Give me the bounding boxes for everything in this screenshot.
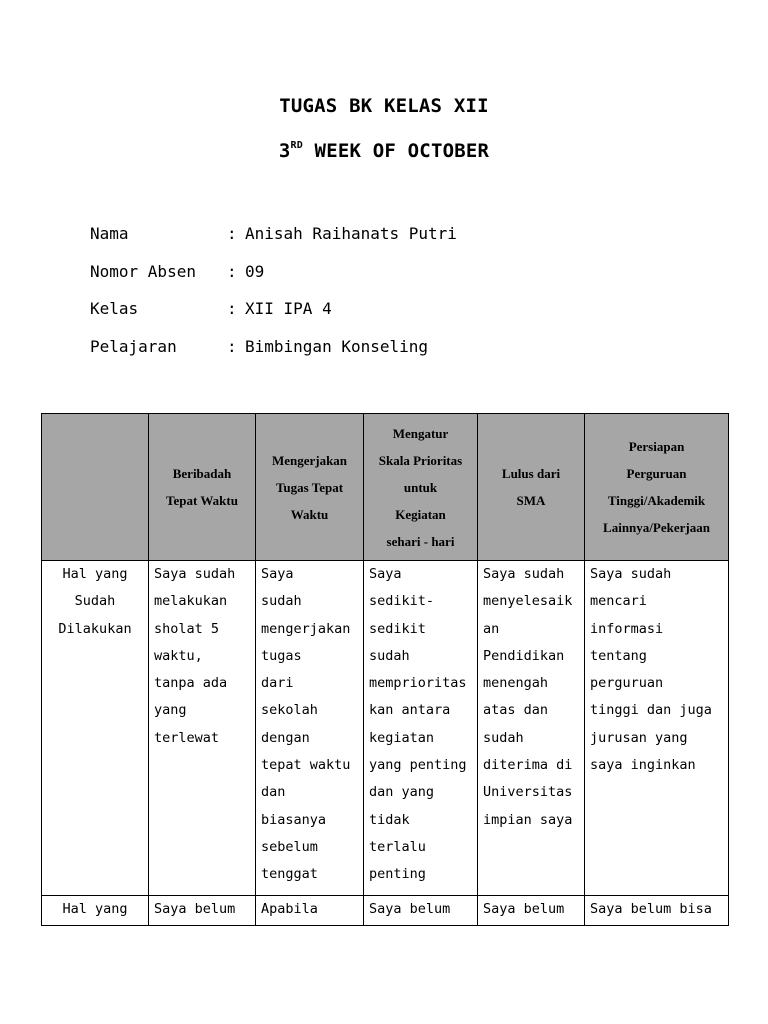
info-colon: :: [227, 336, 237, 356]
info-row-nama: [90, 224, 457, 262]
info-label: Nomor Absen: [90, 261, 196, 281]
table-cell: Saya belum bisa: [585, 896, 729, 926]
document-subtitle: [0, 140, 768, 162]
info-label: Nama: [90, 224, 129, 243]
table-header-cell: Beribadah Tepat Waktu: [149, 414, 256, 561]
assignment-table: [41, 413, 729, 926]
info-value: 09: [245, 261, 265, 281]
week-number: 3: [278, 140, 291, 162]
info-value: Anisah Raihanats Putri: [245, 224, 457, 243]
info-colon: :: [227, 224, 237, 243]
table-cell: Saya sedikit- sedikit sudah memprioritas kan antara kegiatan yang penting dan yang tidak terlalu penting: [364, 561, 478, 896]
student-info: [90, 224, 457, 374]
table-cell: Apabila: [256, 896, 364, 926]
table-cell: Saya sudah melakukan sholat 5 waktu, tanpa ada yang terlewat: [149, 561, 256, 896]
table-cell: Saya sudah mengerjakan tugas dari sekolah dengan tepat waktu dan biasanya sebelum tenggat: [256, 561, 364, 896]
info-colon: :: [227, 299, 237, 318]
info-row-pelajaran: [90, 337, 457, 375]
week-ordinal-suffix: RD: [290, 139, 303, 151]
table-row-header: Hal yang: [42, 896, 149, 926]
table-cell: Saya sudah mencari informasi tentang perguruan tinggi dan juga jurusan yang saya inginkan: [585, 561, 729, 896]
table-header-cell: Mengerjakan Tugas Tepat Waktu: [256, 414, 364, 561]
table-cell: Saya belum: [149, 896, 256, 926]
table-header-cell: Mengatur Skala Prioritas untuk Kegiatan sehari - hari: [364, 414, 478, 561]
table-header-cell: Lulus dari SMA: [478, 414, 585, 561]
table-cell: Saya belum: [364, 896, 478, 926]
document-title: TUGAS BK KELAS XII: [279, 95, 489, 117]
info-colon: :: [227, 261, 237, 281]
info-row-nomor-absen: [90, 262, 457, 300]
table-row: [42, 561, 729, 896]
table-cell: Saya belum: [478, 896, 585, 926]
info-label: Kelas: [90, 299, 139, 318]
table-header-cell: Persiapan Perguruan Tinggi/Akademik Lainnya/Pekerjaan: [585, 414, 729, 561]
table-header-cell: [42, 414, 149, 561]
table-cell: Saya sudah menyelesaik an Pendidikan menengah atas dan sudah diterima di Universitas impian saya: [478, 561, 585, 896]
table-row-header: Hal yang Sudah Dilakukan: [42, 561, 149, 896]
info-value: XII IPA 4: [245, 299, 332, 318]
info-label: Pelajaran: [90, 336, 177, 356]
info-value: Bimbingan Konseling: [245, 336, 429, 356]
table-row: [42, 896, 729, 926]
table-header-row: [42, 414, 729, 561]
week-text: WEEK OF OCTOBER: [302, 140, 490, 162]
info-row-kelas: [90, 299, 457, 337]
